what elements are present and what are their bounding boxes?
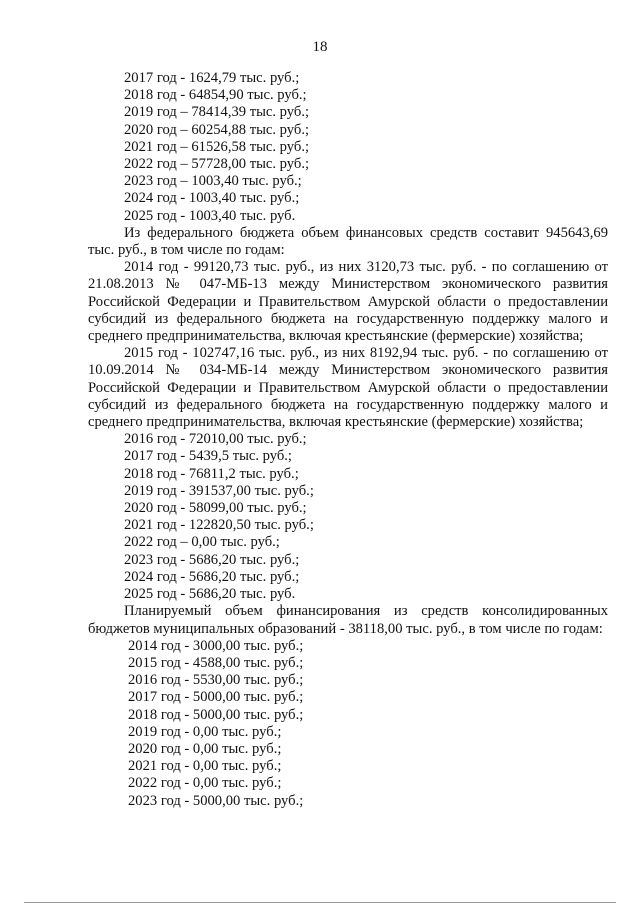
list-item: 2020 год - 58099,00 тыс. руб.; [124, 500, 307, 517]
list-item: 2018 год - 64854,90 тыс. руб.; [124, 87, 307, 104]
funding-list-federal [88, 431, 608, 603]
list-item: 2019 год - 0,00 тыс. руб.; [128, 723, 282, 740]
list-item: 2016 год - 5530,00 тыс. руб.; [128, 672, 304, 689]
list-item: 2023 год - 5000,00 тыс. руб.; [128, 792, 304, 809]
list-item: 2014 год - 3000,00 тыс. руб.; [128, 637, 304, 654]
list-item: 2017 год - 5000,00 тыс. руб.; [128, 689, 304, 706]
list-item: 2024 год - 5686,20 тыс. руб.; [124, 568, 300, 585]
federal-budget-intro: Из федерального бюджета объем финансовых средств составит 945643,69 тыс. руб., в том числе по годам: [88, 224, 608, 259]
page-content [88, 70, 608, 810]
list-item: 2024 год - 1003,40 тыс. руб.; [124, 190, 300, 207]
funding-list-top [88, 70, 608, 225]
list-item: 2021 год – 61526,58 тыс. руб.; [124, 138, 310, 155]
list-item: 2015 год - 4588,00 тыс. руб.; [128, 654, 304, 671]
page-number: 18 [312, 39, 328, 55]
list-item: 2017 год - 5439,5 тыс. руб.; [124, 448, 292, 465]
list-item: 2018 год - 5000,00 тыс. руб.; [128, 706, 304, 723]
federal-2014-paragraph: 2014 год - 99120,73 тыс. руб., из них 3120,73 тыс. руб. - по соглашению от 21.08.2013 № 047-МБ-13 между Министерством экономического развития Российской Федерации и Правительством Амурской области о предоставлении субсидий из федерального бюджета на государственную поддержку малого и среднего предпринимательства, включая крестьянские (фермерские) хозяйства; [88, 259, 608, 345]
list-item: 2019 год – 78414,39 тыс. руб.; [124, 104, 310, 121]
funding-list-municipal [88, 638, 608, 810]
list-item: 2018 год - 76811,2 тыс. руб.; [124, 465, 299, 482]
list-item: 2021 год - 0,00 тыс. руб.; [128, 758, 282, 775]
list-item: 2023 год - 5686,20 тыс. руб.; [124, 551, 300, 568]
list-item: 2020 год – 60254,88 тыс. руб.; [124, 121, 310, 138]
list-item: 2020 год - 0,00 тыс. руб.; [128, 740, 282, 757]
list-item: 2022 год – 0,00 тыс. руб.; [124, 534, 280, 551]
list-item: 2023 год – 1003,40 тыс. руб.; [124, 173, 302, 190]
list-item: 2019 год - 391537,00 тыс. руб.; [124, 482, 314, 499]
list-item: 2022 год – 57728,00 тыс. руб.; [124, 156, 310, 173]
federal-2015-paragraph: 2015 год - 102747,16 тыс. руб., из них 8192,94 тыс. руб. - по соглашению от 10.09.2014 № 034-МБ-14 между Министерством экономического развития Российской Федерации и Правительством Амурской области о предоставлении субсидий из федерального бюджета на государственную поддержку малого и среднего предпринимательства, включая крестьянские (фермерские) хозяйства; [88, 345, 608, 431]
list-item: 2016 год - 72010,00 тыс. руб.; [124, 431, 307, 448]
list-item: 2021 год - 122820,50 тыс. руб.; [124, 517, 314, 534]
list-item: 2025 год - 1003,40 тыс. руб. [124, 207, 296, 224]
list-item: 2017 год - 1624,79 тыс. руб.; [124, 70, 300, 86]
list-item: 2022 год - 0,00 тыс. руб.; [128, 775, 282, 792]
page-bottom-edge [24, 902, 616, 903]
list-item: 2025 год - 5686,20 тыс. руб. [124, 586, 296, 603]
municipal-budget-intro: Планируемый объем финансирования из средств консолидированных бюджетов муниципальных образований - 38118,00 тыс. руб., в том числе по годам: [88, 603, 608, 637]
